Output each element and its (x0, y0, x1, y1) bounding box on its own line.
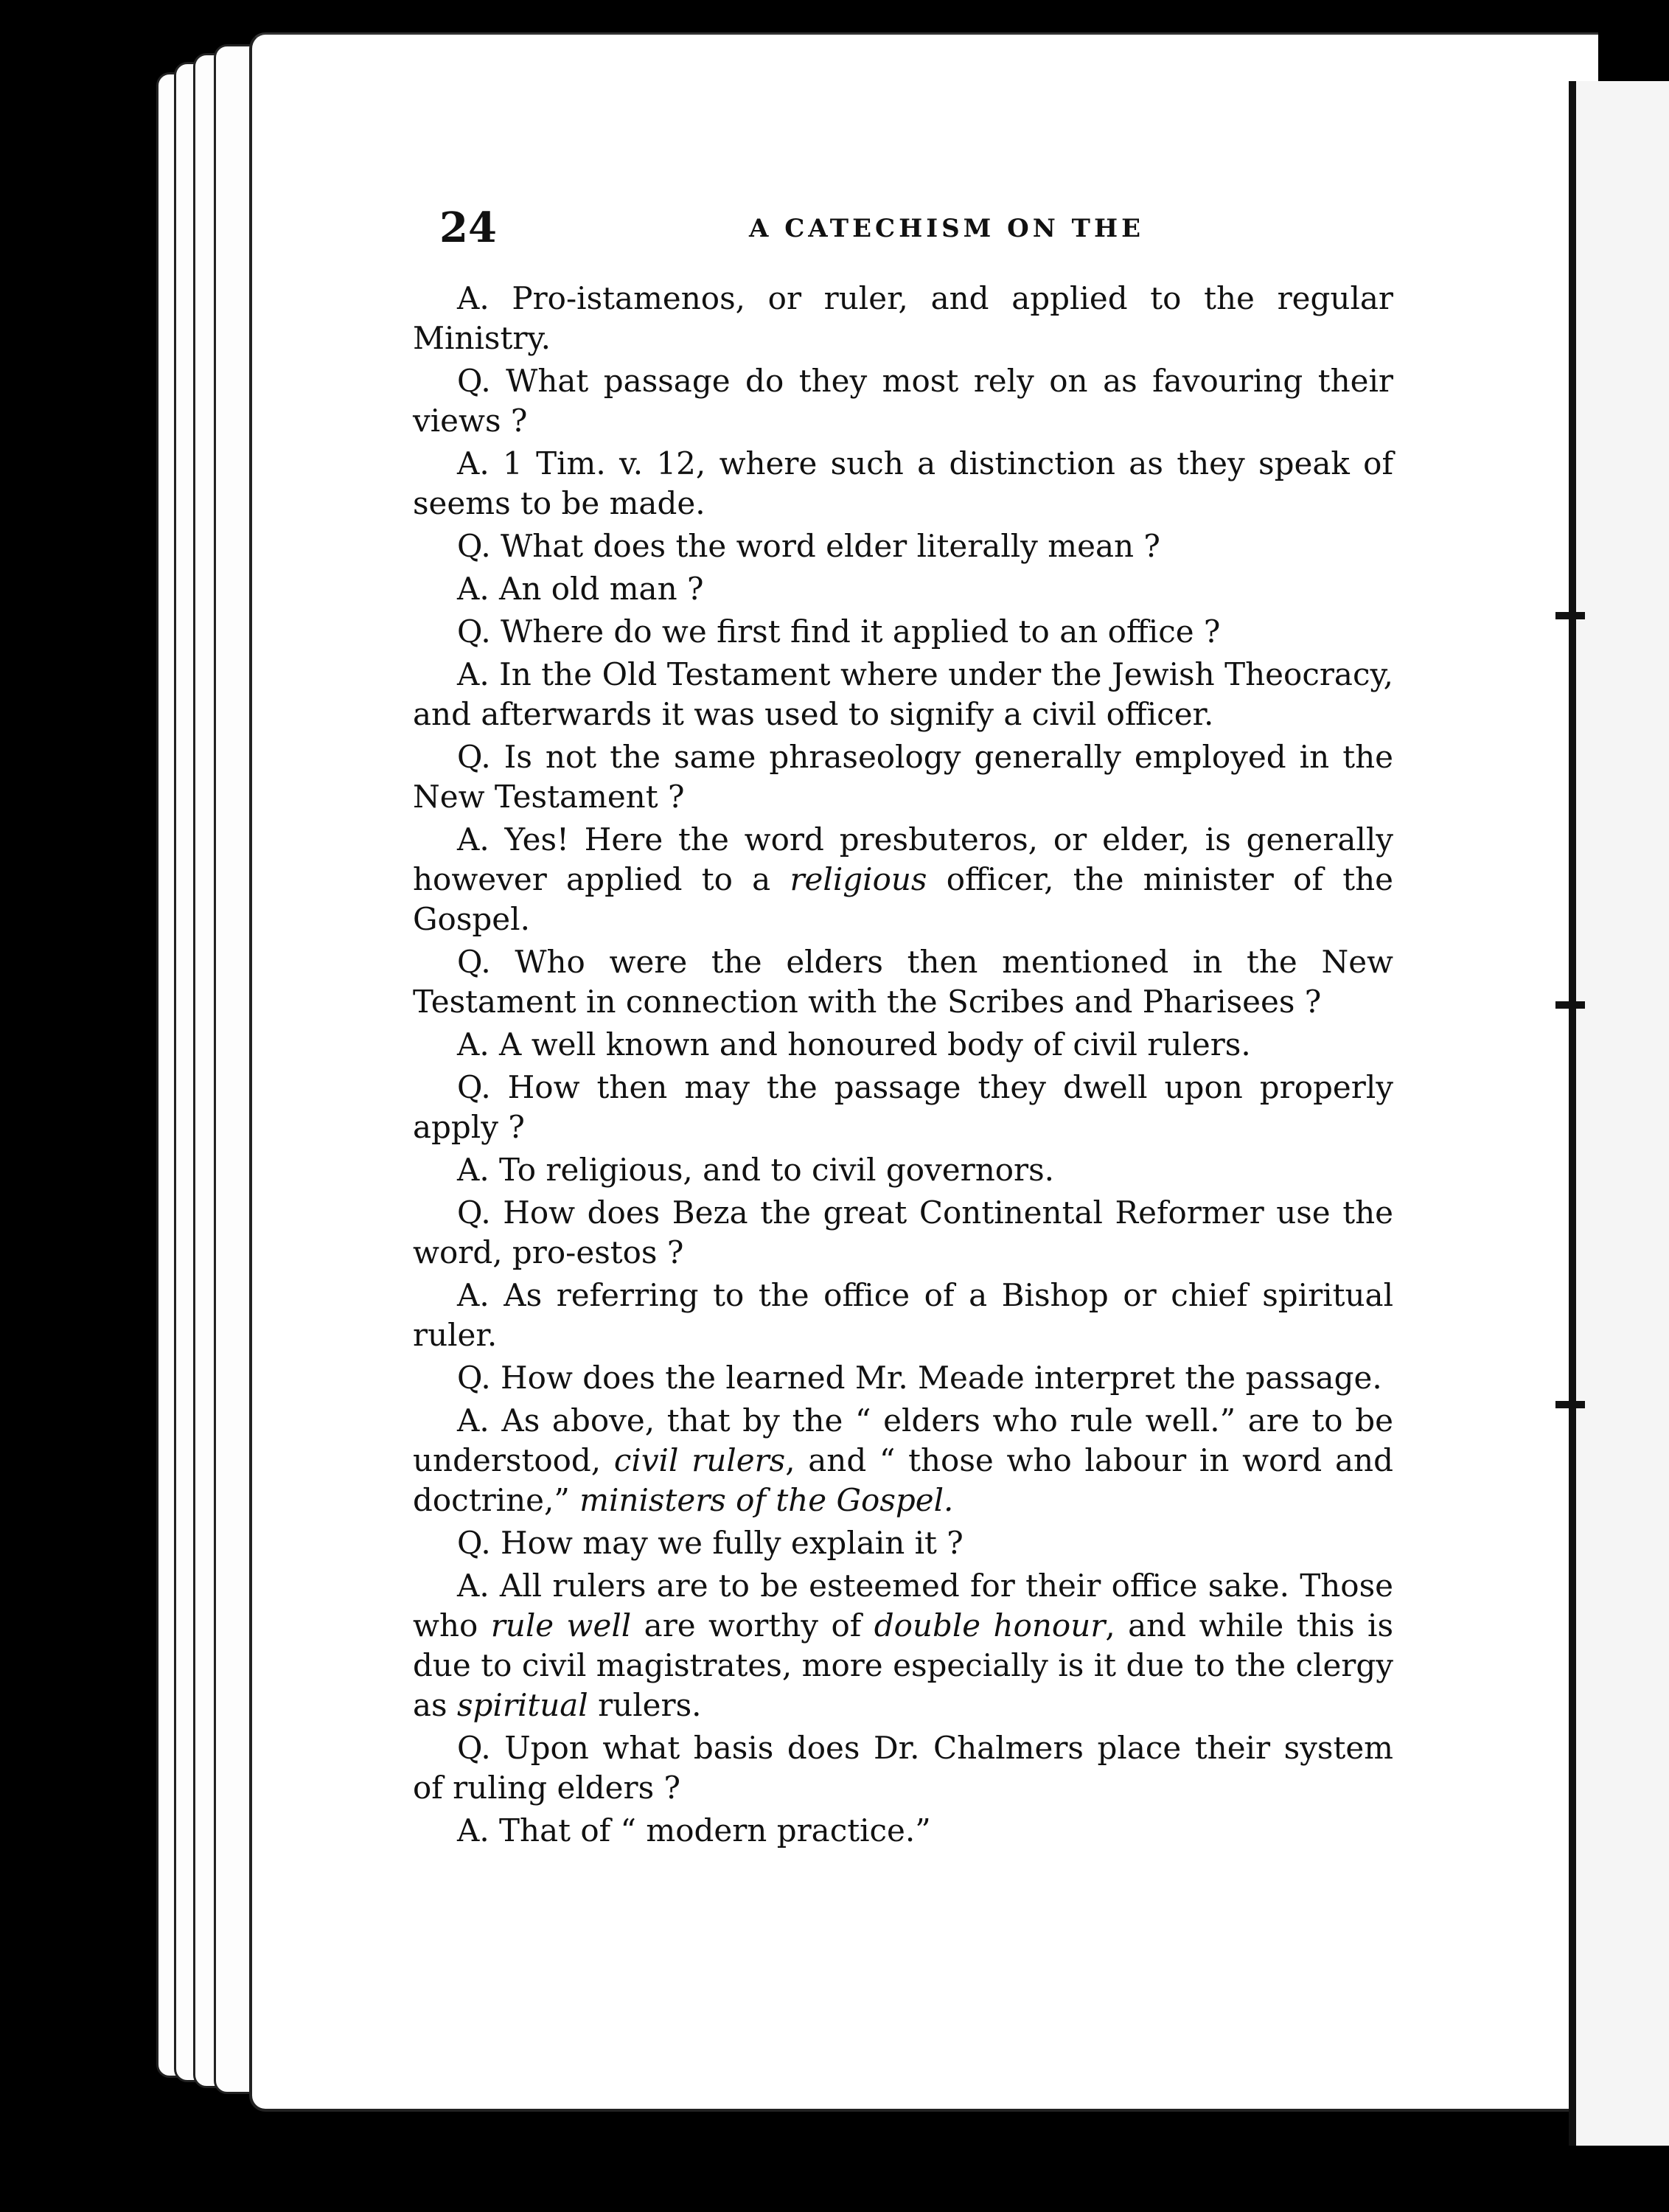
text-run: , and while this is due to civil magistrates, more especially is it due to the clergy as (413, 1607, 1393, 1723)
paragraph: A. That of “ modern practice.” (457, 1812, 931, 1848)
page-header (439, 198, 1398, 264)
text-run: A. All rulers are to be esteemed for their office sake. Those who (413, 1568, 1393, 1644)
paragraph: Q. What does the word elder literally mean ? (457, 528, 1160, 564)
italic-text: religious (790, 861, 927, 897)
paragraph: A. A well known and honoured body of civil rulers. (457, 1026, 1251, 1062)
binding-thread-mark (1555, 1401, 1585, 1408)
text-run: A. Yes! Here the word presbuteros, or elder, is generally however applied to a (413, 821, 1393, 897)
paragraph: Q. How does the learned Mr. Meade interpret the passage. (457, 1360, 1382, 1396)
italic-text: double honour (874, 1607, 1106, 1644)
text-run: A. As above, that by the “ elders who rule well.” are to be understood, (413, 1402, 1393, 1478)
text-run: are worthy of (631, 1607, 874, 1644)
paragraph: Q. What passage do they most rely on as favouring their views ? (413, 363, 1393, 439)
paragraph: A. To religious, and to civil governors. (457, 1152, 1055, 1188)
paragraph: A. As referring to the office of a Bishop or chief spiritual ruler. (413, 1277, 1393, 1353)
paragraph: Q. How does Beza the great Continental Reformer use the word, pro-estos ? (413, 1194, 1393, 1270)
text-run: , and “ those who labour in word and doctrine,” (413, 1442, 1393, 1518)
running-title: A CATECHISM ON THE (749, 214, 1145, 243)
italic-text: spiritual (456, 1687, 588, 1723)
paragraph: A. 1 Tim. v. 12, where such a distinction as they speak of seems to be made. (413, 445, 1393, 521)
text-run: officer, the minister of the Gospel. (413, 861, 1393, 937)
binding-thread-mark (1555, 1001, 1585, 1009)
paragraph: A. In the Old Testament where under the Jewish Theocracy, and afterwards it was used to signify a civil officer. (413, 656, 1393, 732)
paragraph: Q. Where do we first find it applied to an office ? (457, 613, 1221, 650)
paragraph: A. Pro-istamenos, or ruler, and applied to the regular Ministry. (413, 280, 1393, 356)
page-text (413, 279, 1393, 1854)
paragraph: Q. How then may the passage they dwell upon properly apply ? (413, 1069, 1393, 1145)
paragraph (413, 820, 1393, 939)
paragraph: Q. Who were the elders then mentioned in the New Testament in connection with the Scribes and Pharisees ? (413, 944, 1393, 1020)
italic-text: civil rulers (613, 1442, 786, 1478)
text-run: rulers. (588, 1687, 702, 1723)
paragraph: A. An old man ? (457, 571, 704, 607)
paragraph: Q. Upon what basis does Dr. Chalmers place their system of ruling elders ? (413, 1730, 1393, 1806)
italic-text: ministers of the Gospel. (579, 1482, 954, 1518)
binding-thread-mark (1555, 612, 1585, 619)
page-number: 24 (439, 204, 497, 252)
paragraph (413, 1566, 1393, 1725)
paragraph: Q. Is not the same phraseology generally employed in the New Testament ? (413, 739, 1393, 815)
paragraph (413, 1401, 1393, 1520)
paragraph: Q. How may we fully explain it ? (457, 1525, 964, 1561)
facing-page-edge (1569, 81, 1669, 2146)
italic-text: rule well (490, 1607, 632, 1644)
